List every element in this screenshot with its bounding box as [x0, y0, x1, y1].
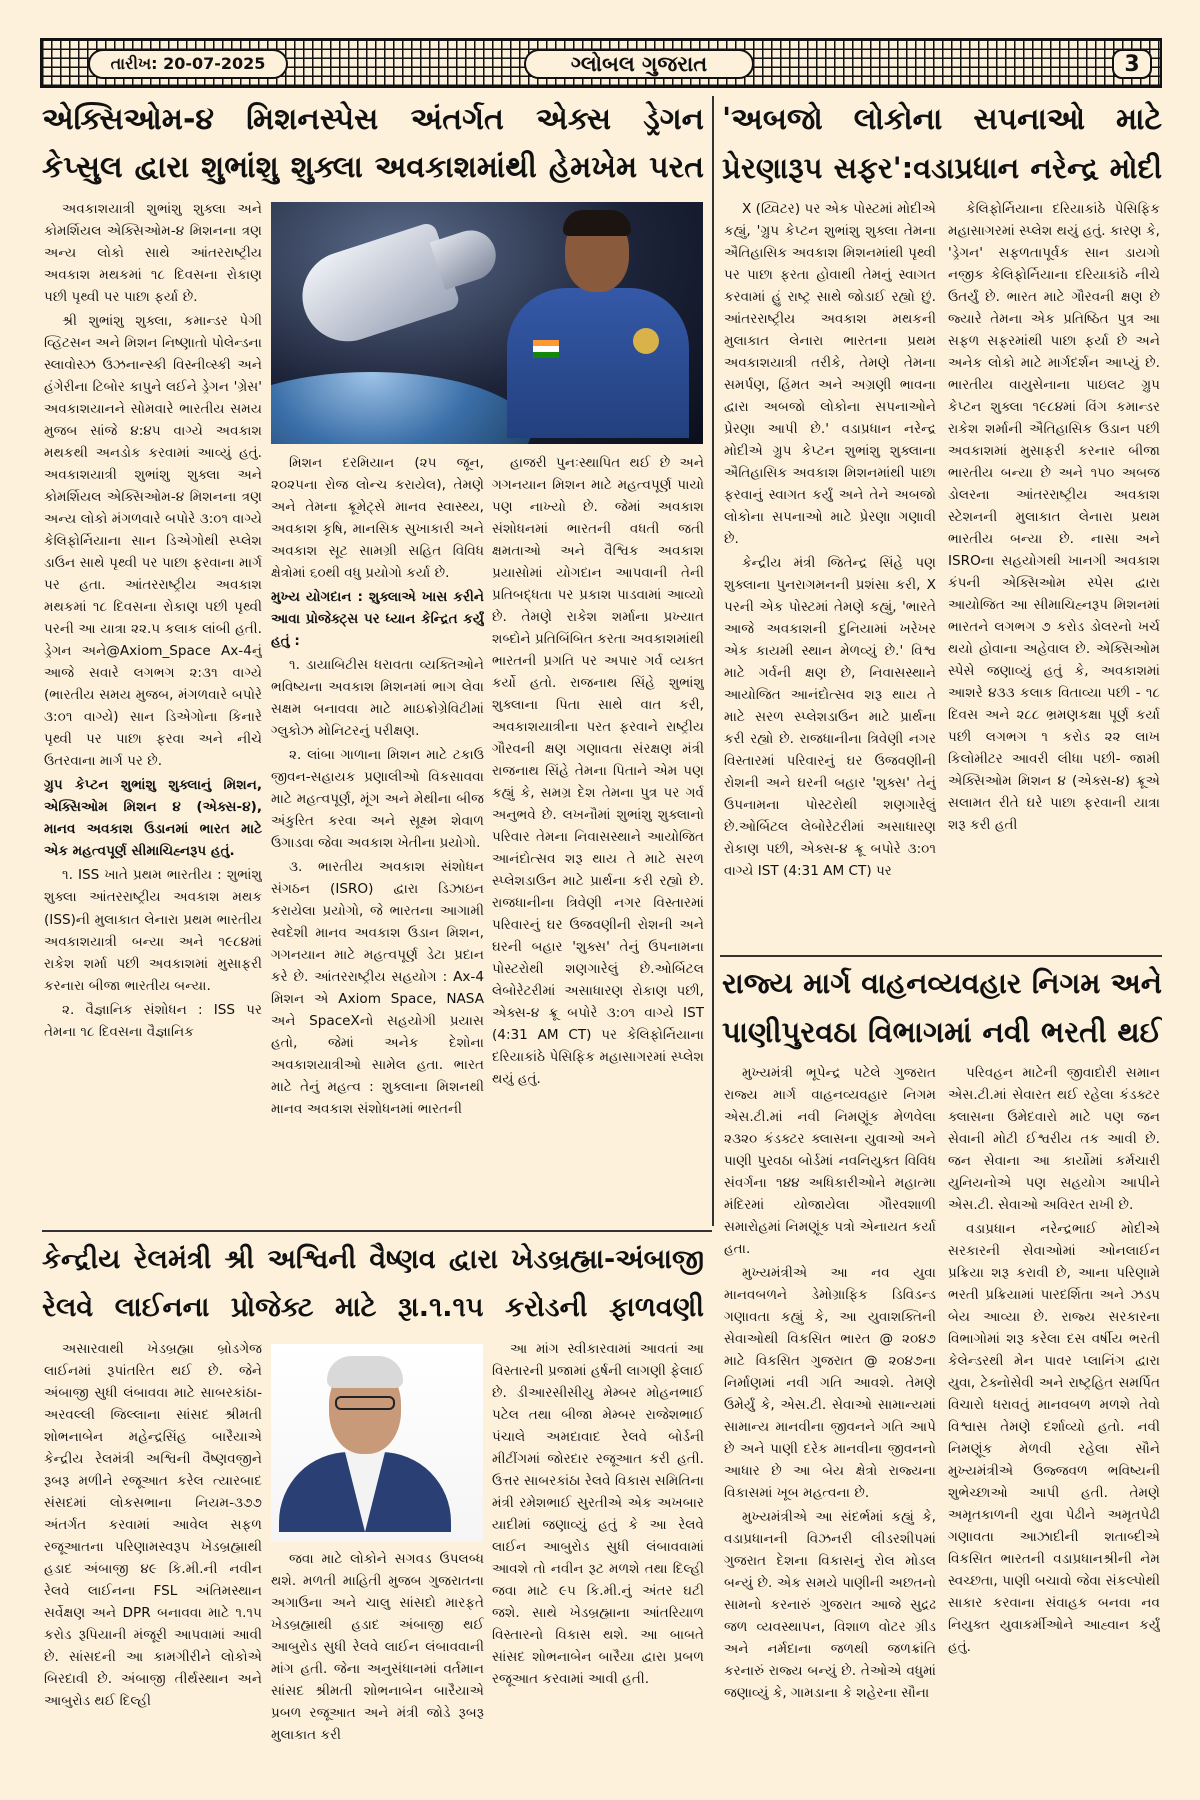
article-column — [44, 198, 262, 1045]
headline-line: રેલવે લાઈનના પ્રોજેક્ટ માટે રૂા.૧.૧૫ કરોડની ફાળવણી — [42, 1292, 704, 1323]
paragraph: હાજરી પુનઃસ્થાપિત થઈ છે અને ગગનયાન મિશન માટે મહત્વપૂર્ણ પાયો પણ નાખ્યો છે. જેમાં અવકાશ સંશોધનમાં ભારતની વધતી જતી ક્ષમતાઓ અને વૈશ્વિક અવકાશ પ્રયાસોમાં યોગદાન આપવાની તેની પ્રતિબદ્ધતા પર પ્રકાશ પાડવામાં આવ્યો છે. તેમણે રાકેશ શર્માના પ્રખ્યાત શબ્દોને પ્રતિબિંબિત કરતા અવકાશમાંથી ભારતની પ્રગતિ પર અપાર ગર્વ વ્યક્ત કર્યો હતો. રાજનાથ સિંહે શુભાંશુ શુક્લાના પિતા સાથે વાત કરી, અવકાશયાત્રીના પરત ફરવાને રાષ્ટ્રીય ગૌરવની ક્ષણ ગણાવતા સંરક્ષણ મંત્રી રાજનાથ સિંહે તેમના પિતાને એમ પણ કહ્યું કે, સમગ્ર દેશ તેમના પુત્ર પર ગર્વ અનુભવે છે. લખનૌમાં શુભાંશુ શુક્લાનો પરિવાર તેમના નિવાસસ્થાને આયોજિત આનંદોત્સવ શરૂ થાય તે માટે સરળ સ્પ્લેશડાઉન માટે પ્રાર્થના કરી રહ્યો છે. રાજધાનીના ત્રિવેણી નગર વિસ્તારમાં પરિવારનું ઘર ઉજવણીની રોશની અને ઘરની બહાર 'શુક્સ' તેનું ઉપનામના પોસ્ટરોથી શણગારેલું છે.ઓર્બિટલ લેબોરેટરીમાં અસાધારણ રોકાણ પછી, એક્સ-૪ ક્રૂ બપોરે ૩:૦૧ વાગ્યે IST (4:31 AM CT) પર કેલિફોર્નિયાના દરિયાકાંઠે પેસિફિક મહાસાગરમાં સ્પ્લેશ થયું હતું. — [492, 455, 704, 1088]
paragraph: X (ટ્વિટર) પર એક પોસ્ટમાં મોદીએ કહ્યું, 'ગ્રુપ કેપ્ટન શુભાંશુ શુક્લા તેમના ઐતિહાસિક અવકાશ મિશનમાંથી પૃથ્વી પર પાછા ફરતા હોવાથી તેમનું સ્વાગત કરવામાં હું રાષ્ટ્ર સાથે જોડાઈ રહ્યો છું. આંતરરાષ્ટ્રીય અવકાશ મથકની મુલાકાત લેનારા ભારતના પ્રથમ અવકાશયાત્રી તરીકે, તેમણે તેમના સમર્પણ, હિંમત અને અગ્રણી ભાવના દ્વારા અબજો લોકોના સપનાઓને પ્રેરણા આપી છે.' વડાપ્રધાન નરેન્દ્ર મોદીએ ગ્રુપ કેપ્ટન શુભાંશુ શુક્લાના ઐતિહાસિક અવકાશ મિશનમાંથી પાછા ફરવાનું સ્વાગત કર્યું અને તેને અબજો લોકોના સપનાઓ માટે પ્રેરણા ગણાવી છે. — [724, 201, 936, 548]
article-pm-modi-body — [724, 198, 1160, 950]
astronaut-photo — [271, 202, 703, 444]
paragraph: પરિવહન માટેની જીવાદોરી સમાન એસ.ટી.માં સેવારત થઈ રહેલા કંડક્ટર ક્લાસના ઉમેદવારો માટે પણ જન સેવાની મોટી ઈશ્વરીય તક આવી છે. જન સેવાના આ કાર્યોમાં કર્મચારી યુનિયનોએ પણ સહયોગ આપીને એસ.ટી. સેવાઓ અવિરત રાખી છે. — [948, 1065, 1160, 1214]
minister-hair — [327, 1356, 403, 1388]
article-column — [948, 198, 1160, 950]
paragraph: શ્રી શુભાંશુ શુક્લા, કમાન્ડર પેગી વ્હિટસન અને મિશન નિષ્ણાતો પોલેન્ડના સ્લાવોસ્ઝ ઉઝનાન્સ્કી વિસ્નીવ્સ્કી અને હંગેરીના ટિબોર કાપુને લઈને ડ્રેગન 'ગ્રેસ' અવકાશયાનને સોમવારે ભારતીય સમય મુજબ સાંજે ૪:૪૫ વાગ્યે અવકાશ મથકથી અનડોક કરવામાં આવ્યું હતું. અવકાશયાત્રી શુભાંશુ શુક્લા અને કોમર્શિયલ એક્સિઓમ-૪ મિશનના ત્રણ અન્ય લોકો મંગળવારે બપોરે ૩:૦૧ વાગ્યે કેલિફોર્નિયાના સાન ડિએગોથી સ્પ્લેશ ડાઉન સાથે પૃથ્વી પર પાછા ફરવાના માર્ગ પર હતા. આંતરરાષ્ટ્રીય અવકાશ મથકમાં ૧૮ દિવસના રોકાણ પછી પૃથ્વી પરની આ યાત્રા ૨૨.૫ કલાક લાંબી હતી. ડ્રેગન અને@Axiom_Space Ax-4નું આજે સવારે લગભગ ૨:૩૧ વાગ્યે (ભારતીય સમય મુજબ, મંગળવારે બપોરે ૩:૦૧ વાગ્યે) સાન ડિએગોના કિનારે પૃથ્વી પર પાછા ફરવા અને નીચે ઉતરવાના માર્ગ પર છે. — [44, 313, 262, 770]
article-column — [724, 1062, 936, 1780]
paragraph: મુખ્યમંત્રી ભૂપેન્દ્ર પટેલે ગુજરાત રાજ્ય માર્ગ વાહનવ્યવહાર નિગમ એસ.ટી.માં નવી નિમણૂંક મેળવેલા ૨૩૨૦ કંડક્ટર ક્લાસના યુવાઓ અને પાણી પુરવઠા બોર્ડમાં નવનિયુક્ત વિવિધ સંવર્ગના ૧૪૪ અધિકારીઓને મહાત્મા મંદિરમાં યોજાયેલા ગૌરવશાળી સમારોહમાં નિમણૂંક પત્રો એનાયત કર્યા હતા. — [724, 1065, 936, 1258]
article-railway-col-1 — [44, 1338, 262, 1780]
paragraph: આ માંગ સ્વીકારવામાં આવતાં આ વિસ્તારની પ્રજામાં હર્ષની લાગણી ફેલાઈ છે. ડીઆરસીસીયુ મેમ્બર મોહનભાઈ પટેલ તથા બીજા મેમ્બર રાજેશભાઈ પંચાલે અમદાવાદ રેલવે બોર્ડની મીટીંગમાં જોરદાર રજૂઆત કરી હતી. ઉત્તર સાબરકાંઠા રેલવે વિકાસ સમિતિના મંત્રી રમેશભાઈ સુરતીએ એક અખબાર યાદીમાં જણાવ્યું હતું કે આ રેલવે લાઈન આબુરોડ સુધી લંબાવવામાં આવશે તો નવીન રૂટ મળશે તથા દિલ્હી જવા માટે ૯૫ કિ.મી.નું અંતર ઘટી જશે. સાથે ખેડબ્રહ્માના આંતરિયાળ વિસ્તારનો વિકાસ થશે. આ બાબતે સાંસદ શોભનાબેન બારૈયા દ્વારા પ્રબળ રજૂઆત કરવામાં આવી હતી. — [492, 1341, 704, 1688]
article-column — [44, 1338, 262, 1714]
article-headline — [42, 1236, 704, 1332]
paragraph: કેન્દ્રીય મંત્રી જિતેન્દ્ર સિંહે પણ શુક્લાના પુનરાગમનની પ્રશંસા કરી, X પરની એક પોસ્ટમાં તેમણે કહ્યું, 'ભારતે આજે અવકાશની દુનિયામાં ખરેખર એક કાયમી સ્થાન મેળવ્યું છે.' વિશ્વ માટે ગર્વની ક્ષણ છે, નિવાસસ્થાને આયોજિત આનંદોત્સવ શરૂ થાય તે માટે સરળ સ્પ્લેશડાઉન માટે પ્રાર્થના કરી રહ્યો છે. રાજધાનીના ત્રિવેણી નગર વિસ્તારમાં પરિવારનું ઘર ઉજવણીની રોશની અને ઘરની બહાર 'શુક્સ' તેનું ઉપનામના પોસ્ટરોથી શણગારેલું છે.ઓર્બિટલ લેબોરેટરીમાં અસાધારણ રોકાણ પછી, એક્સ-૪ ક્રૂ બપોરે ૩:૦૧ વાગ્યે IST (4:31 AM CT) પર — [724, 555, 936, 880]
astronaut-figure — [503, 210, 693, 430]
page-number: 3 — [1112, 49, 1152, 79]
paragraph: જવા માટે લોકોને સગવડ ઉપલબ્ધ થશે. મળતી માહિતી મુજબ ગુજરાતના અગાઉના અને ચાલુ સાંસદો મારફતે ખેડબ્રહ્માથી હડાદ અંબાજી થઈ આબુરોડ સુધી રેલવે લાઈન લંબાવવાની માંગ હતી. જેના અનુસંધાનમાં વર્તમાન સાંસદ શ્રીમતી શોભનાબેન બારૈયાએ પ્રબળ રજૂઆત અને મંત્રી જોડે રૂબરૂ મુલાકાત કરી — [271, 1551, 484, 1744]
article-column — [948, 1062, 1160, 1780]
headline-line: કેપ્સુલ દ્વારા શુભાંશુ શુક્લા અવકાશમાંથી હેમખેમ પરત — [42, 150, 704, 185]
column-divider — [712, 96, 714, 1226]
paragraph: ૧. ISS ખાતે પ્રથમ ભારતીય : શુભાંશુ શુક્લા આંતરરાષ્ટ્રીય અવકાશ મથક (ISS)ની મુલાકાત લેનારા પ્રથમ ભારતીય અવકાશયાત્રી બન્યા અને ૧૯૮૪માં રાકેશ શર્મા પછી અવકાશમાં મુસાફરી કરનારા બીજા ભારતીય બન્યા. — [44, 867, 262, 994]
paragraph: મુખ્યમંત્રીએ આ નવ યુવા માનવબળને ડેમોગ્રાફિક ડિવિડન્ડ ગણાવતા કહ્યું કે, આ યુવાશક્તિની સેવાઓથી વિકસિત ભારત @ ૨૦૪૭ માટે વિકસિત ગુજરાત @ ૨૦૪૭ના નિર્માણમાં નવી ગતિ આવશે. તેમણે ઉમેર્યું કે, એસ.ટી. સેવાઓ સામાન્યમાં સામાન્ય માનવીના જીવનને ગતિ આપે છે અને પાણી દરેક માનવીના જીવનનો આધાર છે આ બેય ક્ષેત્રો રાજ્યના વિકાસમાં ખૂબ મહત્વના છે. — [724, 1265, 936, 1502]
article-column — [271, 1548, 484, 1748]
paragraph: ૧. ડાયાબિટીસ ધરાવતા વ્યક્તિઓને ભવિષ્યના અવકાશ મિશનમાં ભાગ લેવા સક્ષમ બનાવવા માટે માઇક્રોગ્રેવિટીમાં ગ્લુકોઝ મોનિટરનું પરીક્ષણ. — [271, 657, 484, 740]
article-pm-modi — [722, 96, 1162, 196]
headline-line: કેન્દ્રીય રેલમંત્રી શ્રી અશ્વિની વૈષ્ણવ દ્વારા ખેડબ્રહ્મા-અંબાજી — [42, 1244, 704, 1275]
article-railway — [42, 1236, 704, 1336]
insignia-badge-icon — [633, 328, 659, 354]
article-headline — [722, 960, 1162, 1056]
article-railway-col-3 — [492, 1338, 704, 1780]
paragraph: ૨. લાંબા ગાળાના મિશન માટે ટકાઉ જીવન-સહાયક પ્રણાલીઓ વિકસાવવા માટે મહત્વપૂર્ણ, મૂંગ અને મેથીના બીજ અંકુરિત કરવા અને સૂક્ષ્મ શેવાળ ઉગાડવા જેવા અવકાશ ખેતીના પ્રયોગો. — [271, 747, 484, 852]
flight-suit — [507, 288, 689, 438]
headline-line: રાજ્ય માર્ગ વાહનવ્યવહાર નિગમ અને — [722, 967, 1162, 1000]
headline-line: 'અબજો લોકોના સપનાઓ માટે — [722, 102, 1162, 137]
article-columns — [724, 1062, 1160, 1780]
issue-date: તારીખ: 20-07-2025 — [88, 49, 288, 79]
paragraph: અવકાશયાત્રી શુભાંશુ શુક્લા અને કોમર્શિયલ એક્સિઓમ-૪ મિશનના ત્રણ અન્ય લોકો સાથે આંતરરાષ્ટ્રીય અવકાશ મથકમાં ૧૮ દિવસના રોકાણ પછી પૃથ્વી પર પાછા ફર્યા છે. — [44, 201, 262, 306]
paragraph: ૩. ભારતીય અવકાશ સંશોધન સંગઠન (ISRO) દ્વારા ડિઝાઇન કરાયેલા પ્રયોગો, જે ભારતના આગામી સ્વદેશી માનવ અવકાશ ઉડાન મિશન, ગગનયાન માટે મહત્વપૂર્ણ ડેટા પ્રદાન કરે છે. આંતરરાષ્ટ્રીય સહયોગ : Ax-4 મિશન એ Axiom Space, NASA અને SpaceXનો સહયોગી પ્રયાસ હતો, જેમાં અનેક દેશોના અવકાશયાત્રીઓ સામેલ હતા. ભારત માટે તેનું મહત્વ : શુક્લાના મિશનથી માનવ અવકાશ સંશોધનમાં ભારતની — [271, 859, 484, 1118]
astronaut-hair — [563, 210, 631, 236]
paragraph: મુખ્યમંત્રીએ આ સંદર્ભમાં કહ્યું કે, વડાપ્રધાનની વિઝનરી લીડરશીપમાં ગુજરાત દેશના વિકાસનું રોલ મોડલ બન્યું છે. એક સમયે પાણીની અછતનો સામનો કરનારું ગુજરાત આજે સુદ્રઢ જળ વ્યવસ્થાપન, વિશાળ વોટર ગ્રીડ અને નર્મદાના જળથી જળક્રાંતિ કરનારું રાજ્ય બન્યું છે. તેઓએ વધુમાં જણાવ્યું કે, ગામડાના કે શહેરના સૌના — [724, 1509, 936, 1702]
headline-line: પ્રેરણારૂપ સફર':વડાપ્રધાન નરેન્દ્ર મોદી — [722, 151, 1162, 185]
article-headline — [722, 96, 1162, 192]
article-axiom-col-3 — [492, 452, 704, 1223]
article-column — [724, 198, 936, 950]
article-axiom-col-2 — [271, 452, 484, 1223]
glasses-icon — [335, 1396, 395, 1410]
headline-line: પાણીપુરવઠા વિભાગમાં નવી ભરતી થઈ — [722, 1015, 1162, 1049]
section-divider — [42, 1230, 712, 1232]
paragraph-bold: મુખ્ય યોગદાન : શુક્લાએ ખાસ કરીને આવા પ્રોજેક્ટ્સ પર ધ્યાન કેન્દ્રિત કર્યું હતું : — [271, 589, 484, 650]
article-column — [271, 452, 484, 1122]
article-railway-col-2 — [271, 1548, 484, 1780]
article-column — [492, 1338, 704, 1692]
india-flag-icon — [533, 340, 559, 358]
article-recruitment — [722, 960, 1162, 1060]
newspaper-title: ગ્લોબલ ગુજરાત — [524, 49, 754, 79]
article-column — [492, 452, 704, 1092]
paragraph-bold: ગ્રુપ કેપ્ટન શુભાંશુ શુક્લાનું મિશન, એક્સિઓમ મિશન ૪ (એક્સ-૪), માનવ અવકાશ ઉડાનમાં ભારત માટે એક મહત્વપૂર્ણ સીમાચિહ્નરૂપ હતું. — [44, 777, 262, 860]
headline-line: એક્સિઓમ-૪ મિશનસ્પેસ અંતર્ગત એક્સ ડ્રેગન — [42, 102, 704, 137]
minister-photo — [271, 1344, 483, 1542]
article-headline — [42, 96, 704, 192]
paragraph: વડાપ્રધાન નરેન્દ્રભાઈ મોદીએ સરકારની સેવાઓમાં ઓનલાઈન પ્રક્રિયા શરૂ કરાવી છે, આના પરિણામે ભરતી પ્રક્રિયામાં પારદર્શિતા અને ઝડપ બેય આવ્યા છે. રાજ્ય સરકારના વિભાગોમાં શરૂ કરેલા દસ વર્ષીય ભરતી કેલેન્ડરથી મેન પાવર પ્લાનિંગ દ્વારા યુવા, ટેક્નોસેવી અને રાષ્ટ્રહિત સમર્પિત વિચારો ધરાવતું માનવબળ મળશે તેવો વિશ્વાસ તેમણે દર્શાવ્યો હતો. નવી નિમણૂંક મેળવી રહેલા સૌને મુખ્યમંત્રીએ ઉજ્જવળ ભવિષ્યની શુભેચ્છાઓ આપી હતી. તેમણે અમૃતકાળની યુવા પેઢીને અમૃતપેઢી ગણાવતા આઝાદીની શતાબ્દીએ વિકસિત ભારતની વડાપ્રધાનશ્રીની નેમ સ્વચ્છતા, પાણી બચાવો જેવા સંકલ્પોથી સાકાર કરવાના સંવાહક બનવા નવ નિયુક્ત યુવાકર્મીઓને આહ્વાન કર્યું હતું. — [948, 1221, 1160, 1656]
paragraph: ૨. વૈજ્ઞાનિક સંશોધન : ISS પર તેમના ૧૮ દિવસના વૈજ્ઞાનિક — [44, 1001, 262, 1040]
article-recruitment-body — [724, 1062, 1160, 1780]
paragraph: કેલિફોર્નિયાના દરિયાકાંઠે પેસિફિક મહાસાગરમાં સ્પ્લેશ થયું હતું. કારણ કે, 'ડ્રેગન' સફળતાપૂર્વક સાન ડાયગો નજીક કેલિફોર્નિયાના દરિયાકાંઠે નીચે ઉતર્યું છે. ભારત માટે ગૌરવની ક્ષણ છે જ્યારે તેમના એક પ્રતિષ્ઠિત પુત્ર આ સફળ સફરમાંથી પાછા ફર્યા છે અને અનેક લોકો માટે માર્ગદર્શન આપ્યું છે. ભારતીય વાયુસેનાના પાઇલટ ગ્રુપ કેપ્ટન શુક્લા ૧૯૮૪માં વિંગ કમાન્ડર રાકેશ શર્માની ઐતિહાસિક ઉડાન પછી અવકાશમાં મુસાફરી કરનાર બીજા ભારતીય બન્યા છે અને ૧૫૦ અબજ ડોલરના આંતરરાષ્ટ્રીય અવકાશ સ્ટેશનની મુલાકાત લેનારા પ્રથમ ભારતીય બન્યા છે. નાસા અને ISROના સહયોગથી ખાનગી અવકાશ કંપની એક્સિઓમ સ્પેસ દ્વારા આયોજિત આ સીમાચિહ્નરૂપ મિશનમાં ભારતને લગભગ ૭ કરોડ ડોલરનો ખર્ચ થયો હોવાના અહેવાલ છે. એક્સિઓમ સ્પેસે જણાવ્યું હતું કે, અવકાશમાં આશરે ૪૩૩ કલાક વિતાવ્યા પછી - ૧૮ દિવસ અને ૨૮૮ ભ્રમણકક્ષા પૂર્ણ કર્યા પછી લગભગ ૧ કરોડ ૨૨ લાખ કિલોમીટર આવરી લીધા પછી- જામી એક્સિઓમ મિશન ૪ (એક્સ-૪) ક્રૂએ સલામત રીતે ઘરે પાછા ફરવાની યાત્રા શરૂ કરી હતી — [948, 201, 1160, 834]
article-axiom-col-1 — [44, 198, 262, 1223]
section-divider — [720, 955, 1162, 957]
masthead — [40, 38, 1162, 88]
paragraph: અસારવાથી ખેડબ્રહ્મા બ્રોડગેજ લાઈનમાં રૂપાંતરિત થઈ છે. જેને અંબાજી સુધી લંબાવવા માટે સાબરકાંઠા-અરવલ્લી જિલ્લાના સાંસદ શ્રીમતી શોભનાબેન મહેન્દ્રસિંહ બારૈયાએ કેન્દ્રીય રેલમંત્રી અશ્વિની વૈષ્ણવજીને રૂબરૂ મળીને રજૂઆત કરેલ ત્યારબાદ સંસદમાં લોકસભાના નિયમ-૩૭૭ અંતર્ગત કરવામાં આવેલ સફળ રજૂઆતના પરિણામસ્વરૂપ ખેડબ્રહ્માથી હડાદ અંબાજી ૪૯ કિ.મી.ની નવીન રેલવે લાઈનના FSL અંતિમસ્થાન સર્વેક્ષણ અને DPR બનાવવા માટે ૧.૧૫ કરોડ રૂપિયાની મંજૂરી આપવામાં આવી છે. સાંસદની આ કામગીરીને લોકોએ બિરદાવી છે. અંબાજી તીર્થસ્થાન અને આબુરોડ થઈ દિલ્હી — [44, 1341, 262, 1710]
article-columns — [724, 198, 1160, 950]
paragraph: મિશન દરમિયાન (૨૫ જૂન, ૨૦૨૫ના રોજ લોન્ચ કરાયેલ), તેમણે અને તેમના ક્રૂમેટ્સે માનવ સ્વાસ્થ્ય, અવકાશ કૃષિ, માનસિક સુખાકારી અને અવકાશ સૂટ સામગ્રી સહિત વિવિધ ક્ષેત્રોમાં ૬૦થી વધુ પ્રયોગો કર્યા છે. — [271, 455, 484, 582]
earth-horizon-shape — [271, 372, 531, 444]
